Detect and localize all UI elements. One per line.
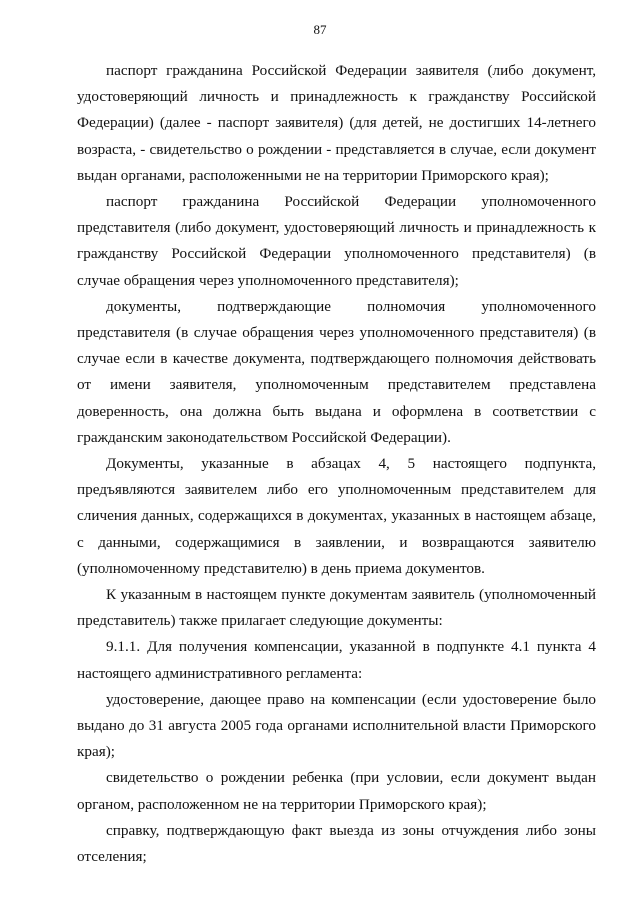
paragraph: справку, подтверждающую факт выезда из зоны отчуждения либо зоны отселения; [77,821,596,866]
paragraph: паспорт гражданина Российской Федерации заявителя (либо документ, удостоверяющий личность и принадлежность к гражданству Российской Федерации) (далее - паспорт заявителя) (для детей, не достигших 14-летнего возраста, - свидетельство о рождении - представляется в случае, если документ выдан органами, расположенными не на территории Приморского края); [77,62,596,184]
paragraph: К указанным в настоящем пункте документам заявитель (уполномоченный представитель) также прилагает следующие документы: [77,586,596,630]
paragraph: Документы, указанные в абзацах 4, 5 настоящего подпункта, предъявляются заявителем либо его уполномоченным представителем для сличения данных, содержащихся в документах, указанных в настоящем абзаце, с данными, содержащимися в заявлении, и возвращаются заявителю (уполномоченному представителю) в день приема документов. [77,455,596,577]
paragraph: удостоверение, дающее право на компенсации (если удостоверение было выдано до 31 августа 2005 года органами исполнительной власти Приморского края); [77,690,596,761]
paragraph: 9.1.1. Для получения компенсации, указанной в подпункте 4.1 пункта 4 настоящего административного регламента: [77,638,596,682]
page-number: 87 [313,22,327,37]
document-body [77,58,596,870]
paragraph: свидетельство о рождении ребенка (при условии, если документ выдан органом, расположенном не на территории Приморского края); [77,769,596,813]
paragraph: документы, подтверждающие полномочия уполномоченного представителя (в случае обращения через уполномоченного представителя) (в случае если в качестве документа, подтверждающего полномочия действовать от имени заявителя, уполномоченным представителем представлена доверенность, она должна быть выдана и оформлена в соответствии с гражданским законодательством Российской Федерации). [77,297,596,446]
paragraph: паспорт гражданина Российской Федерации уполномоченного представителя (либо документ, удостоверяющий личность и принадлежность к гражданству Российской Федерации уполномоченного представителя) (в случае обращения через уполномоченного представителя); [77,193,596,289]
